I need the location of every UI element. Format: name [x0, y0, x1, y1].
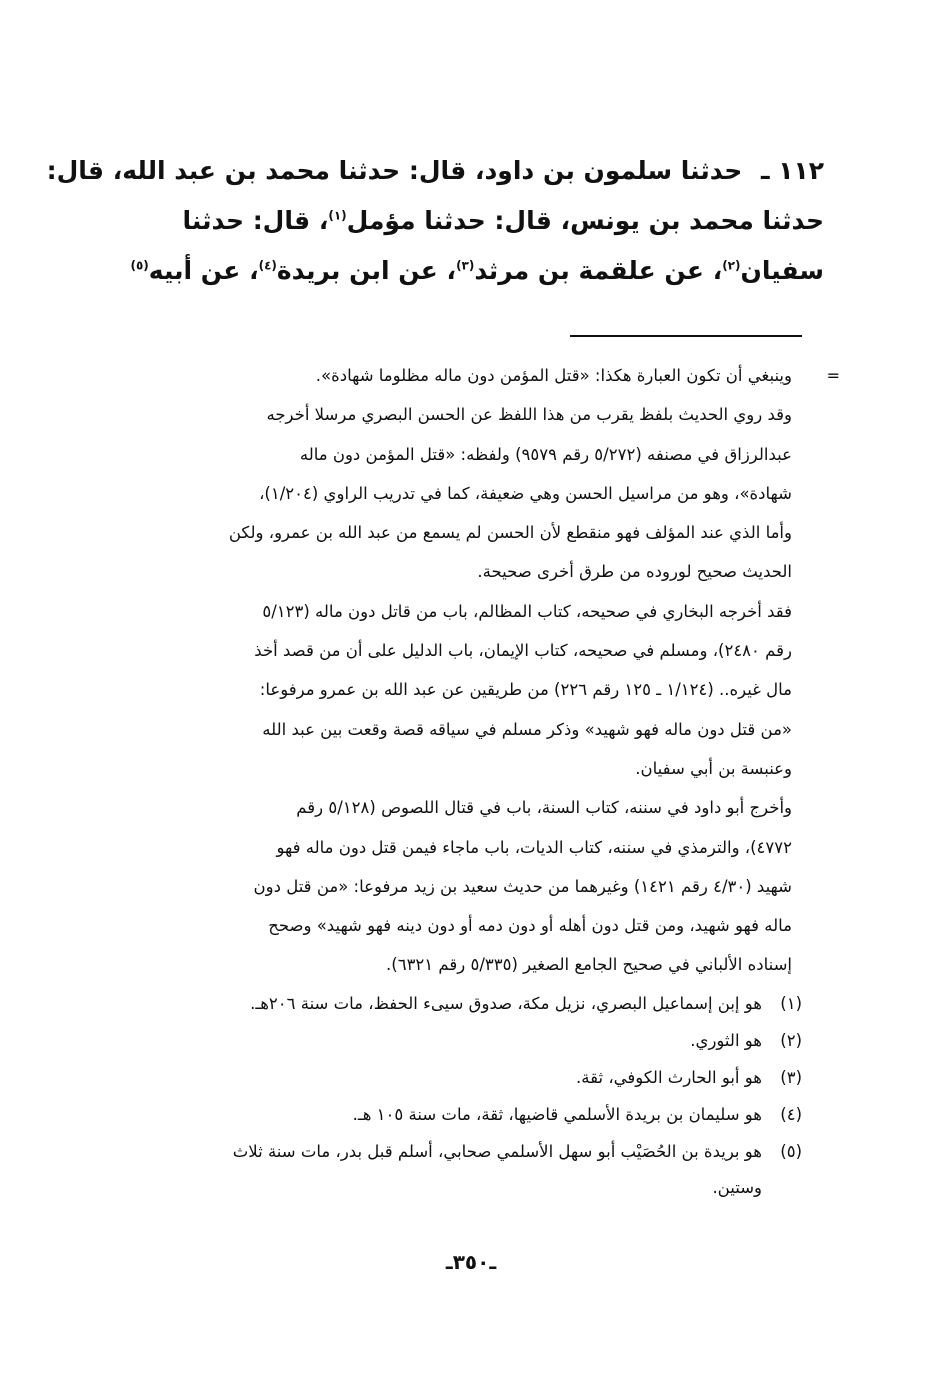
note-line: وينبغي أن تكون العبارة هكذا: «قتل المؤمن دون ماله مظلوما شهادة». [315, 366, 792, 385]
footnote-ref-2: (٢) [722, 258, 741, 273]
note-line: ٤٧٧٢)، والترمذي في سننه، كتاب الديات، باب ماجاء فيمن قتل دون ماله فهو [276, 837, 792, 857]
continued-footnote [96, 356, 840, 985]
note-line: وأما الذي عند المؤلف فهو منقطع لأن الحسن لم يسمع من عبد الله بن عمرو، ولكن [228, 523, 792, 543]
footnote-item [96, 1060, 802, 1096]
hadith-line-3-text-c: ، عن ابن بريدة [276, 256, 457, 285]
note-line: فقد أخرجه البخاري في صحيحه، كتاب المظالم، باب من قاتل دون ماله (٥/١٢٣ [262, 601, 792, 621]
footnote-item [96, 1097, 802, 1133]
hadith-number: ١١٢ ـ [760, 156, 824, 185]
note-line: إسناده الألباني في صحيح الجامع الصغير (٥/٣٣٥ رقم ٦٣٢١). [386, 955, 792, 975]
footnote-number: (٣) [780, 1068, 802, 1087]
footnote-text: هو بريدة بن الحُصَيْب أبو سهل الأسلمي صحابي، أسلم قبل بدر، مات سنة ثلاث [232, 1142, 762, 1161]
footnote-item [96, 1134, 802, 1206]
footnotes-list [96, 986, 802, 1207]
hadith-line-3-text-d: ، عن أبيه [148, 256, 259, 285]
hadith-line-2-text-b: ، قال: حدثنا [182, 206, 329, 235]
note-line: وقد روي الحديث بلفظ يقرب من هذا اللفظ عن الحسن البصري مرسلا أخرجه [266, 405, 792, 425]
note-line: عبدالرزاق في مصنفه (٥/٢٧٢ رقم ٩٥٧٩) ولفظه: «قتل المؤمن دون ماله [299, 444, 792, 464]
note-line: «من قتل دون ماله فهو شهيد» وذكر مسلم في سياقه قصة وقعت بين عبد الله [262, 719, 792, 739]
footnote-text: هو إبن إسماعيل البصري، نزيل مكة، صدوق سيىء الحفظ، مات سنة ٢٠٦هـ. [250, 994, 762, 1013]
page-number: ـ٣٥٠ـ [445, 1250, 497, 1274]
footnote-number: (١) [780, 994, 802, 1013]
footnote-item [96, 1023, 802, 1059]
footnote-text-continued: وستين. [712, 1178, 762, 1197]
footnote-ref-3: (٣) [456, 258, 475, 273]
note-line: رقم ٢٤٨٠)، ومسلم في صحيحه، كتاب الإيمان، باب الدليل على أن من قصد أخذ [254, 641, 792, 661]
hadith-line-2 [124, 196, 824, 246]
footnote-text: هو أبو الحارث الكوفي، ثقة. [576, 1068, 762, 1087]
hadith-line-3 [124, 246, 824, 296]
hadith-line-2-text-a: حدثنا محمد بن يونس، قال: حدثنا مؤمل [346, 206, 824, 235]
note-line: الحديث صحيح لوروده من طرق أخرى صحيحة. [477, 562, 792, 582]
footnote-number: (٤) [780, 1105, 802, 1124]
footnote-ref-1: (١) [328, 208, 347, 223]
footnote-ref-5: (٥) [130, 258, 149, 273]
footnote-text: هو الثوري. [690, 1031, 762, 1050]
note-line: ماله فهو شهيد، ومن قتل دون أهله أو دون دمه أو دون دينه فهو شهيد» وصحح [268, 916, 792, 936]
footnote-number: (٢) [780, 1031, 802, 1050]
hadith-line-3-text-b: ، عن علقمة بن مرثد [474, 256, 723, 285]
note-line: شهادة»، وهو من مراسيل الحسن وهي ضعيفة، كما في تدريب الراوي (١/٢٠٤)، [259, 483, 792, 503]
note-line: شهيد (٤/٣٠ رقم ١٤٢١) وغيرهما من حديث سعيد بن زيد مرفوعا: «من قتل دون [253, 876, 792, 896]
note-line: مال غيره.. (١/١٢٤ ـ ١٢٥ رقم ٢٢٦) من طريقين عن عبد الله بن عمرو مرفوعا: [259, 680, 792, 700]
continuation-mark: = [826, 366, 840, 385]
note-line: وأخرج أبو داود في سننه، كتاب السنة، باب في قتال اللصوص (٥/١٢٨ رقم [296, 798, 792, 818]
footnote-separator [570, 335, 802, 337]
hadith-line-1-text: حدثنا سلمون بن داود، قال: حدثنا محمد بن عبد الله، قال: [46, 156, 743, 185]
hadith-text [46, 146, 824, 296]
hadith-line-1 [46, 146, 824, 196]
footnote-ref-4: (٤) [258, 258, 277, 273]
footnote-number: (٥) [780, 1142, 802, 1161]
footnote-text-block [96, 1134, 762, 1206]
footnote-item [96, 986, 802, 1022]
footnote-text: هو سليمان بن بريدة الأسلمي قاضيها، ثقة، مات سنة ١٠٥ هـ. [352, 1105, 762, 1124]
hadith-line-3-text-a: سفيان [740, 256, 824, 285]
note-line: وعنبسة بن أبي سفيان. [635, 758, 792, 778]
